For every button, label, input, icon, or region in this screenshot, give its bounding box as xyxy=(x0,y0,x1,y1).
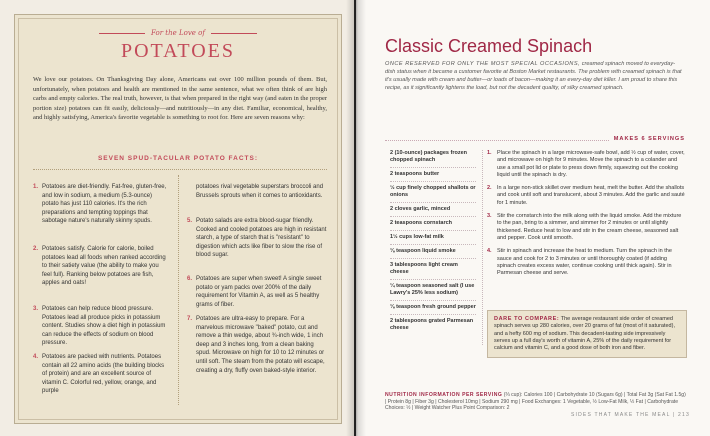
nutrition-text: (⅔ cup): Calories 100 | Carbohydrate 10 (Sugars 6g) | Total Fat 3g (Sat Fat 1.5g) | Protein 8g | Fiber 3g | Cholesterol 10mg | Sodium 290 mg | Food Exchanges: 1 Vegetable, ½ Low-Fat Milk, ½ Fat | Carbohydrate Choices: ½ | Weight Watcher Plus Point Comparison: 2 xyxy=(385,392,686,412)
fact-number: 6. xyxy=(187,276,193,282)
facts-divider xyxy=(33,169,327,170)
servings-label: MAKES 6 SERVINGS xyxy=(610,136,685,142)
fact-text: potatoes rival vegetable superstars broccoli and Brussels sprouts when it comes to antioxidants. xyxy=(196,184,324,199)
ingredient-item: 3 tablespoons light cream cheese xyxy=(390,262,476,280)
left-intro-paragraph: We love our potatoes. On Thanksgiving Day alone, Americans eat over 100 million pounds of them. But, unfortunately, when potatoes and health are mentioned in the same sentence, what we often think of are high carbs and empty calories. The real truth, however, is that when prepared in the right way (and eaten in the proper portion size) potatoes can fit easily, deliciously—and nutritiously—in any diet. Familiar, economical, healthy, and highly satisfying, America's favorite vegetable is something to root for. Here are seven reasons why: xyxy=(33,76,327,121)
fact-text: Potatoes satisfy. Calorie for calorie, boiled potatoes lead all foods when ranked according to their satiety value (the ability to make you feel full). Ranking below potatoes are fish, apples and oats! xyxy=(42,246,166,287)
fact-number: 4. xyxy=(33,354,39,360)
recipe-intro xyxy=(385,60,685,92)
fact-number: 5. xyxy=(187,218,193,224)
fact-item xyxy=(33,245,169,288)
fact-text: Potatoes are ultra-easy to prepare. For a marvelous microwave "baked" potato, cut and remove a thin wedge, about ¾-inch wide, 1 inch deep and 3 inches long, from a clean baking spud. Microwave on high for 10 to 12 minutes or until soft. The steam from the potato will escape, creating a dry, fluffy oven baked-style interior. xyxy=(196,316,325,374)
step-text: In a large non-stick skillet over medium heat, melt the butter. Add the shallots and cook until soft and translucent, about 3 minutes. Add the garlic and sauté for 1 minute. xyxy=(497,185,685,206)
ingredient-item: 2 teaspoons cornstarch xyxy=(390,220,476,231)
ingredients-list xyxy=(390,150,476,338)
left-page xyxy=(0,0,354,436)
recipe-intro-lead: ONCE RESERVED FOR ONLY THE MOST SPECIAL OCCASIONS, xyxy=(385,61,581,67)
step-text: Place the spinach in a large microwave-safe bowl, add ½ cup of water, cover, and microwave on high for 9 minutes. Move the spinach to a colander and use a small pot lid or plate to press down firmly, squeezing out the cooking liquid until the spinach is dry. xyxy=(497,150,685,178)
potato-facts-frame xyxy=(14,14,342,424)
step-number: 3. xyxy=(487,213,492,220)
fact-number: 3. xyxy=(33,306,39,312)
dare-to-compare-box xyxy=(487,310,687,358)
compare-text: The average restaurant side order of creamed spinach serves up 280 calories, over 20 grams of fat (most of it saturated), and a hefty 600 mg of sodium. This decadent-tasting side impressively serves up a full day's worth of vitamin A, 25% of the daily requirement for calcium and vitamin C, and a good dose of both iron and fiber. xyxy=(494,316,675,352)
ingredient-item: 2 teaspoons butter xyxy=(390,171,476,182)
fact-text: Potato salads are extra blood-sugar friendly. Cooked and cooled potatoes are high in resistant starch, a type of starch that is "resistant" to digestion which acts like fiber to slow the rise of blood sugar. xyxy=(196,218,327,259)
fact-item xyxy=(33,183,169,226)
step-number: 1. xyxy=(487,150,492,156)
fact-number: 1. xyxy=(33,184,39,190)
nutrition-info xyxy=(385,392,687,412)
step-text: Stir in spinach and increase the heat to medium. Turn the spinach in the sauce and cook for 2 to 3 minutes or until thoroughly coated (if adding spinach creates excess water, continue cooking until thick again). Stir in Parmesan cheese and serve. xyxy=(497,248,672,277)
ingredient-item: ¼ teaspoon seasoned salt (I use Lawry's 25% less sodium) xyxy=(390,283,476,301)
step-number: 2. xyxy=(487,185,492,192)
page-footer: SIDES THAT MAKE THE MEAL | 213 xyxy=(571,412,690,418)
recipe-title: Classic Creamed Spinach xyxy=(385,36,593,56)
step-text: Stir the cornstarch into the milk along with the liquid smoke. Add the mixture to the pan, bring to a simmer, and simmer for 2 minutes or until slightly thickened. Reduce heat to low and stir in the cream cheese, seasoned salt and pepper. Cook until smooth. xyxy=(497,213,682,241)
ingredient-item: ½ cup finely chopped shallots or onions xyxy=(390,185,476,203)
ingredient-item: ⅛ teaspoon fresh ground pepper xyxy=(390,304,476,315)
method-step xyxy=(487,150,687,179)
ingredients-divider xyxy=(482,150,483,345)
left-kicker: For the Love of xyxy=(15,29,341,37)
ingredient-item: 2 tablespoons grated Parmesan cheese xyxy=(390,318,474,331)
fact-text: Potatoes are super when sweet! A single sweet potato or yam packs over 200% of the daily requirement for Vitamin A, as well as 5 healthy grams of fiber. xyxy=(196,276,322,308)
step-number: 4. xyxy=(487,248,492,255)
left-title: POTATOES xyxy=(120,40,236,62)
book-gutter xyxy=(346,0,366,436)
facts-column-divider xyxy=(178,175,179,405)
method-step xyxy=(487,185,687,207)
nutrition-label: NUTRITION INFORMATION PER SERVING xyxy=(385,392,503,398)
facts-heading: SEVEN SPUD-TACULAR POTATO FACTS: xyxy=(97,155,259,162)
servings-bar xyxy=(385,136,685,144)
method-step xyxy=(487,248,687,277)
fact-item xyxy=(187,275,327,309)
ingredient-item: 2 cloves garlic, minced xyxy=(390,206,476,217)
fact-number: 2. xyxy=(33,246,39,252)
ingredient-item: 1½ cups low-fat milk xyxy=(390,234,476,245)
fact-text: Potatoes are diet-friendly. Fat-free, gluten-free, and low in sodium, a medium (5.3-ounce) potato has just 110 calories. It's the rich preparations and tempting toppings that sabotage nature's naturally skinny spuds. xyxy=(42,184,167,225)
fact-text: Potatoes are packed with nutrients. Potatoes contain all 22 amino acids (the building blocks of protein) and are an excellent source of vitamin C. Colorful red, yellow, orange, and purple xyxy=(42,354,165,395)
ingredient-item: 2 (10-ounce) packages frozen chopped spinach xyxy=(390,150,476,168)
fact-item xyxy=(33,305,169,348)
method-steps xyxy=(487,150,687,283)
ingredient-item: ⅛ teaspoon liquid smoke xyxy=(390,248,476,259)
fact-item xyxy=(187,217,327,260)
fact-number: 7. xyxy=(187,316,193,322)
method-step xyxy=(487,213,687,242)
fact-item xyxy=(187,315,327,375)
fact-continued xyxy=(187,183,327,200)
recipe-intro-text: creamed spinach moved to everyday-dish status when it became a customer favorite at Boston Market restaurants. The problem with creamed spinach is that it's usually made with cream and butter—or loads of bacon—making it an every-day diet killer. I am proud to share this recipe, as it significantly lightens the load, but not the decadent quality, of silky creamed spinach. xyxy=(385,61,682,91)
fact-text: Potatoes can help reduce blood pressure. Potatoes lead all produce picks in potassium content. Studies show a diet high in potassium can reduce the effects of sodium on blood pressure. xyxy=(42,306,166,347)
fact-item xyxy=(33,353,169,396)
compare-label: DARE TO COMPARE: xyxy=(494,316,560,322)
